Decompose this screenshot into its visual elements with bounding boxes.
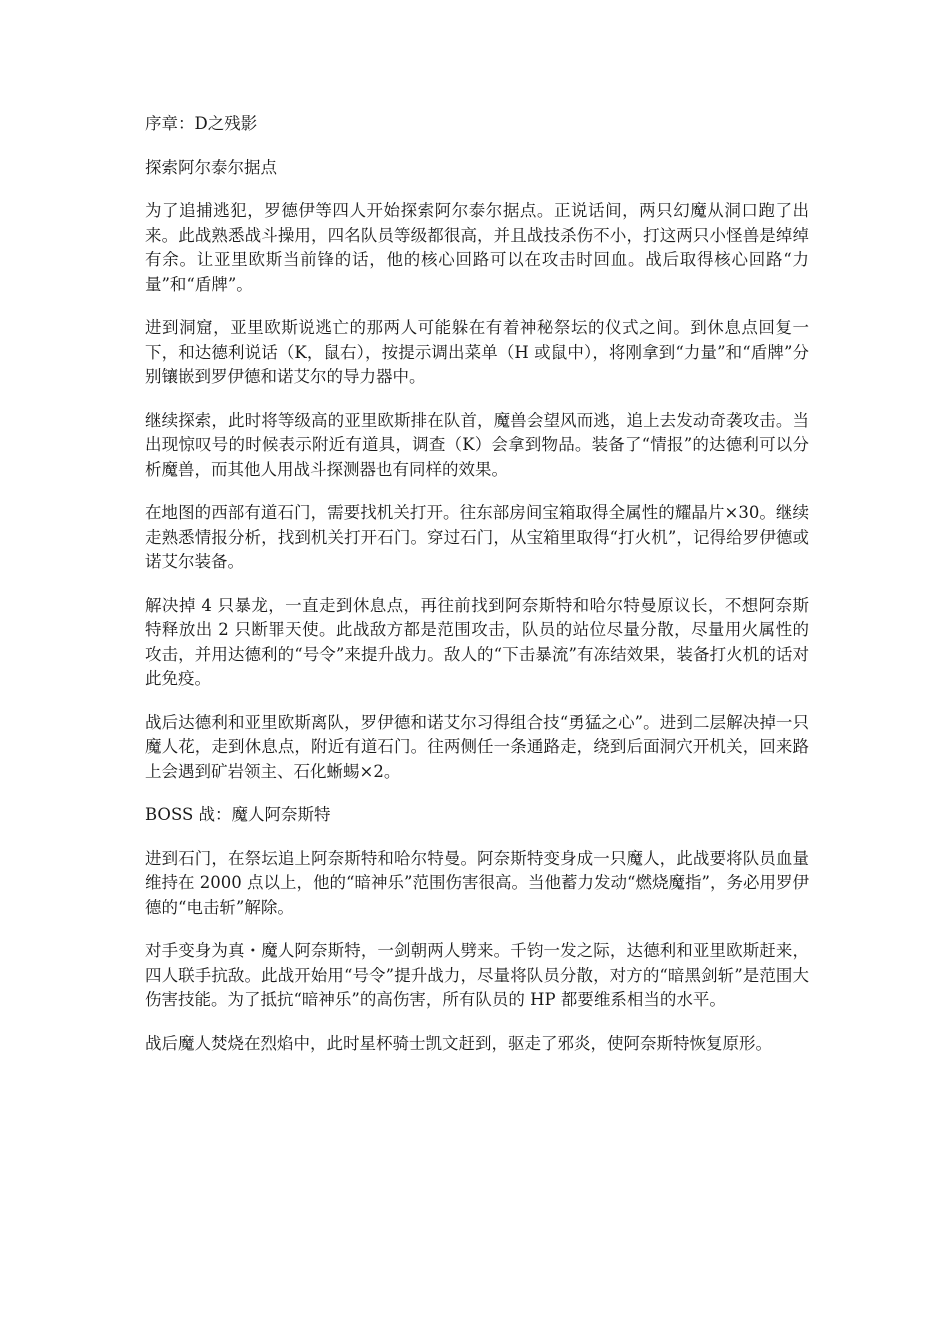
paragraph: 对手变身为真・魔人阿奈斯特，一剑朝两人劈来。千钧一发之际，达德利和亚里欧斯赶来，四人联手抗敌。此战开始用“号令”提升战力，尽量将队员分散，对方的“暗黑剑斩”是范围大伤害技能。为了抵抗“暗神乐”的高伤害，所有队员的 HP 都要维系相当的水平。	[145, 941, 809, 1009]
paragraph: 继续探索，此时将等级高的亚里欧斯排在队首，魔兽会望风而逃，追上去发动奇袭攻击。当出现惊叹号的时候表示附近有道具，调查（K）会拿到物品。装备了“情报”的达德利可以分析魔兽，而其他人用战斗探测器也有同样的效果。	[145, 410, 809, 479]
paragraph: 在地图的西部有道石门，需要找机关打开。往东部房间宝箱取得全属性的耀晶片×30。继续走熟悉情报分析，找到机关打开石门。穿过石门，从宝箱里取得“打火机”，记得给罗伊德或诺艾尔装备。	[145, 503, 809, 571]
section-title-boss-battle: BOSS 战：魔人阿奈斯特	[145, 805, 331, 824]
paragraph: 进到石门，在祭坛追上阿奈斯特和哈尔特曼。阿奈斯特变身成一只魔人，此战要将队员血量维持在 2000 点以上，他的“暗神乐”范围伤害很高。当他蓄力发动“燃烧魔指”，务必用罗伊德的“电击斩”解除。	[145, 848, 809, 917]
prologue-title: 序章：D之残影	[145, 114, 258, 133]
document-page	[145, 112, 809, 1075]
paragraph: 进到洞窟，亚里欧斯说逃亡的那两人可能躲在有着神秘祭坛的仪式之间。到休息点回复一下，和达德利说话（K，鼠右），按提示调出菜单（H 或鼠中），将刚拿到“力量”和“盾牌”分别镶嵌到罗伊德和诺艾尔的导力器中。	[145, 318, 809, 386]
paragraph: 战后达德利和亚里欧斯离队，罗伊德和诺艾尔习得组合技“勇猛之心”。进到二层解决掉一只魔人花，走到休息点，附近有道石门。往两侧任一条通路走，绕到后面洞穴开机关，回来路上会遇到矿岩领主、石化蜥蜴×2。	[145, 712, 809, 781]
paragraph: 为了追捕逃犯，罗德伊等四人开始探索阿尔泰尔据点。正说话间，两只幻魔从洞口跑了出来。此战熟悉战斗操用，四名队员等级都很高，并且战技杀伤不小，打这两只小怪兽是绰绰有余。让亚里欧斯当前锋的话，他的核心回路可以在攻击时回血。战后取得核心回路“力量”和“盾牌”。	[145, 201, 809, 294]
paragraph: 解决掉 4 只暴龙，一直走到休息点，再往前找到阿奈斯特和哈尔特曼原议长，不想阿奈斯特释放出 2 只断罪天使。此战敌方都是范围攻击，队员的站位尽量分散，尽量用火属性的攻击，并用达德利的“号令”来提升战力。敌人的“下击暴流”有冻结效果，装备打火机的话对此免疫。	[145, 595, 809, 688]
section-title-explore-altair: 探索阿尔泰尔据点	[145, 157, 277, 177]
paragraph: 战后魔人焚烧在烈焰中，此时星杯骑士凯文赶到，驱走了邪炎，使阿奈斯特恢复原形。	[145, 1033, 772, 1053]
